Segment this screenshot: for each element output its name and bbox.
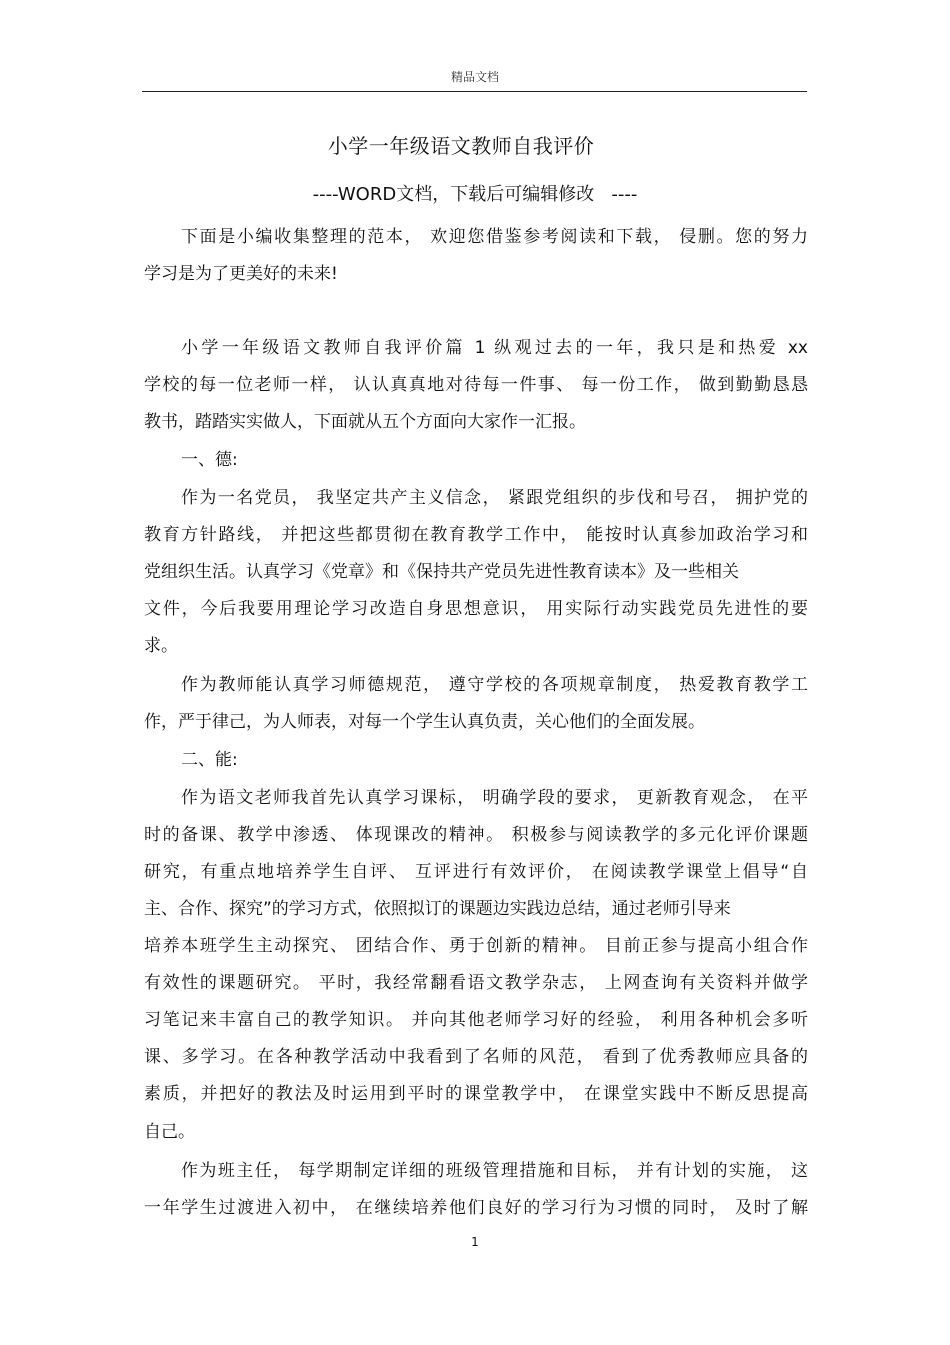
page-header-label: 精品文档 bbox=[450, 70, 499, 84]
text-line: 培养本班学生主动探究、 团结合作、勇于创新的精神。 目前正参与提高小组合作 bbox=[144, 936, 808, 956]
text-line: 教书，踏踏实实做人，下面就从五个方面向大家作一汇报。 bbox=[144, 412, 586, 432]
text-line: 课、多学习。在各种教学活动中我看到了名师的风范， 看到了优秀教师应具备的 bbox=[144, 1047, 808, 1067]
text-line: 作，严于律己，为人师表，对每一个学生认真负责，关心他们的全面发展。 bbox=[144, 712, 705, 732]
text-line: 有效性的课题研究。 平时，我经常翻看语文教学杂志， 上网查询有关资料并做学 bbox=[144, 973, 808, 993]
text-line: 教育方针路线， 并把这些都贯彻在教育教学工作中， 能按时认真参加政治学习和 bbox=[144, 525, 808, 545]
text-line: 一年学生过渡进入初中， 在继续培养他们良好的学习行为习惯的同时， 及时了解 bbox=[144, 1198, 808, 1218]
page-number: 1 bbox=[471, 1235, 479, 1249]
text-line: 学校的每一位老师一样， 认认真真地对待每一件事、 每一份工作， 做到勤勤恳恳 bbox=[144, 375, 808, 395]
text-line: 习笔记来丰富自己的教学知识。 并向其他老师学习好的经验， 利用各种机会多听 bbox=[144, 1010, 808, 1030]
text-line: 作为一名党员， 我坚定共产主义信念， 紧跟党组织的步伐和号召， 拥护党的 bbox=[181, 488, 808, 508]
text-line: 下面是小编收集整理的范本， 欢迎您借鉴参考阅读和下载， 侵删。您的努力 bbox=[181, 227, 808, 247]
text-line: 作为语文老师我首先认真学习课标， 明确学段的要求， 更新教育观念， 在平 bbox=[181, 788, 808, 808]
document-title: 小学一年级语文教师自我评价 bbox=[327, 134, 595, 158]
text-line: 素质，并把好的教法及时运用到平时的课堂教学中， 在课堂实践中不断反思提高 bbox=[144, 1084, 808, 1104]
section-heading: 二、能: bbox=[181, 750, 238, 770]
text-line: 自己。 bbox=[144, 1122, 195, 1142]
text-line: 研究，有重点地培养学生自评、 互评进行有效评价， 在阅读教学课堂上倡导“自 bbox=[144, 862, 808, 882]
text-line: 作为教师能认真学习师德规范， 遵守学校的各项规章制度， 热爱教育教学工 bbox=[181, 675, 808, 695]
text-line: 求。 bbox=[144, 636, 178, 656]
text-line: 党组织生活。认真学习《党章》和《保持共产党员先进性教育读本》及一些相关 bbox=[144, 562, 739, 582]
text-line: 主、合作、探究”的学习方式，依照拟订的课题边实践边总结，通过老师引导来 bbox=[144, 899, 731, 919]
text-line: 作为班主任， 每学期制定详细的班级管理措施和目标， 并有计划的实施， 这 bbox=[181, 1161, 808, 1181]
text-line: 学习是为了更美好的未来! bbox=[144, 264, 338, 284]
text-line: 小学一年级语文教师自我评价篇 1 纵观过去的一年，我只是和热爱 xx bbox=[181, 338, 808, 358]
section-heading: 一、德: bbox=[181, 450, 238, 470]
document-subtitle: ----WORD文档，下载后可编辑修改 ---- bbox=[312, 184, 638, 205]
text-line: 文件，今后我要用理论学习改造自身思想意识， 用实际行动实践党员先进性的要 bbox=[144, 599, 808, 619]
header-divider bbox=[142, 91, 807, 92]
text-line: 时的备课、教学中渗透、 体现课改的精神。 积极参与阅读教学的多元化评价课题 bbox=[144, 825, 808, 845]
